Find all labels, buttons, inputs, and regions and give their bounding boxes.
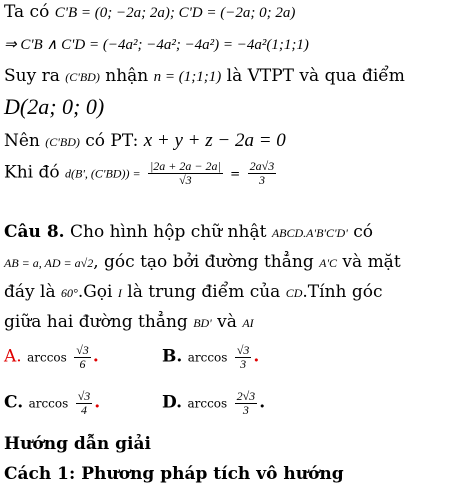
line-distance xyxy=(4,160,278,186)
text-suy-ra: Suy ra xyxy=(4,66,60,86)
solid-name: ABCD.A'B'C'D' xyxy=(271,226,348,240)
option-end: . xyxy=(253,346,260,367)
solution-heading: Hướng dẫn giải xyxy=(4,434,151,454)
option-fraction xyxy=(235,390,258,416)
fraction-denominator: 4 xyxy=(80,402,87,417)
text-nhan: nhận xyxy=(105,66,149,86)
option-label: C. xyxy=(4,392,24,413)
question-text: giữa hai đường thẳng xyxy=(4,312,188,332)
line-bd: BD' xyxy=(193,316,212,330)
question-line-4 xyxy=(4,312,254,332)
line-vectors xyxy=(4,2,295,22)
question-text: là trung điểm của xyxy=(127,282,281,302)
segment-cd: CD xyxy=(285,286,303,300)
fraction-denominator: √3 xyxy=(179,172,192,187)
fraction-numerator: √3 xyxy=(76,343,89,357)
question-label: Câu 8. xyxy=(4,222,65,242)
plane-name: (C'BD) xyxy=(65,70,100,84)
fraction-numerator: 2a√3 xyxy=(249,159,275,173)
question-text: .Gọi xyxy=(77,282,113,302)
solution-method: Cách 1: Phương pháp tích vô hướng xyxy=(4,464,344,484)
option-label: D. xyxy=(162,392,183,413)
text-nen: Nên xyxy=(4,131,40,151)
line-ac: A'C xyxy=(319,256,338,270)
fraction-numerator: √3 xyxy=(77,389,91,403)
arccos-text: arccos xyxy=(27,350,67,365)
fraction-denominator: 3 xyxy=(258,172,265,187)
text-co-pt: có PT: xyxy=(85,131,139,151)
fraction-denominator: 3 xyxy=(242,402,249,417)
line-normal-vector xyxy=(4,66,405,86)
question-line-2 xyxy=(4,252,401,272)
option-a[interactable] xyxy=(4,344,99,370)
option-end: . xyxy=(259,392,266,413)
text-vtpt: là VTPT và qua điểm xyxy=(226,66,405,86)
question-text: và xyxy=(217,312,237,332)
option-fraction xyxy=(76,390,93,416)
equals-sign: = xyxy=(230,166,241,181)
text-khi-do: Khi đó xyxy=(4,162,60,183)
fraction-denominator: 3 xyxy=(240,356,247,371)
condition-math: AB = a, AD = a√2 xyxy=(4,256,94,270)
fraction-numerator: 2√3 xyxy=(236,389,256,403)
line-plane-equation xyxy=(4,130,286,152)
angle-value: 60° xyxy=(61,286,78,300)
option-b[interactable] xyxy=(162,344,259,370)
arccos-text: arccos xyxy=(187,350,228,365)
option-c[interactable] xyxy=(4,390,100,416)
arccos-text: arccos xyxy=(187,396,228,411)
normal-vector: n = (1;1;1) xyxy=(153,69,222,85)
option-end: . xyxy=(94,392,101,413)
question-text: đáy là xyxy=(4,282,56,302)
plane-equation: x + y + z − 2a = 0 xyxy=(143,130,286,151)
line-cross-product xyxy=(4,34,309,54)
plane-name: (C'BD) xyxy=(45,135,80,149)
question-text: Cho hình hộp chữ nhật xyxy=(69,222,267,242)
question-line-3 xyxy=(4,282,383,302)
option-label: A. xyxy=(4,346,22,367)
question-text: .Tính góc xyxy=(302,282,383,302)
fraction-numerator: |2a + 2a − 2a| xyxy=(149,159,221,173)
option-fraction xyxy=(235,344,252,370)
option-end: . xyxy=(92,346,99,367)
vector-expression: C'B = (0; −2a; 2a); C'D = (−2a; 0; 2a) xyxy=(54,5,296,21)
option-fraction xyxy=(74,344,91,370)
result-fraction xyxy=(248,160,277,186)
option-label: B. xyxy=(162,346,183,367)
distance-fraction xyxy=(148,160,223,186)
distance-label: d(B', (C'BD)) = xyxy=(65,166,141,181)
question-text: và mặt xyxy=(342,252,401,272)
arccos-text: arccos xyxy=(28,396,69,411)
question-line-1 xyxy=(4,222,373,242)
line-ai: AI xyxy=(242,316,254,330)
question-text: có xyxy=(353,222,373,242)
line-point-d xyxy=(4,94,104,120)
question-text: , góc tạo bởi đường thẳng xyxy=(93,252,314,272)
option-d[interactable] xyxy=(162,390,265,416)
text-ta-co: Ta có xyxy=(4,2,50,22)
cross-product-expression: ⇒ C'B ∧ C'D = (−4a²; −4a²; −4a²) = −4a²(1;1;1) xyxy=(4,37,309,53)
fraction-numerator: √3 xyxy=(236,343,250,357)
point-i: I xyxy=(117,286,122,300)
point-d: D(2a; 0; 0) xyxy=(4,94,105,119)
fraction-denominator: 6 xyxy=(79,356,86,371)
